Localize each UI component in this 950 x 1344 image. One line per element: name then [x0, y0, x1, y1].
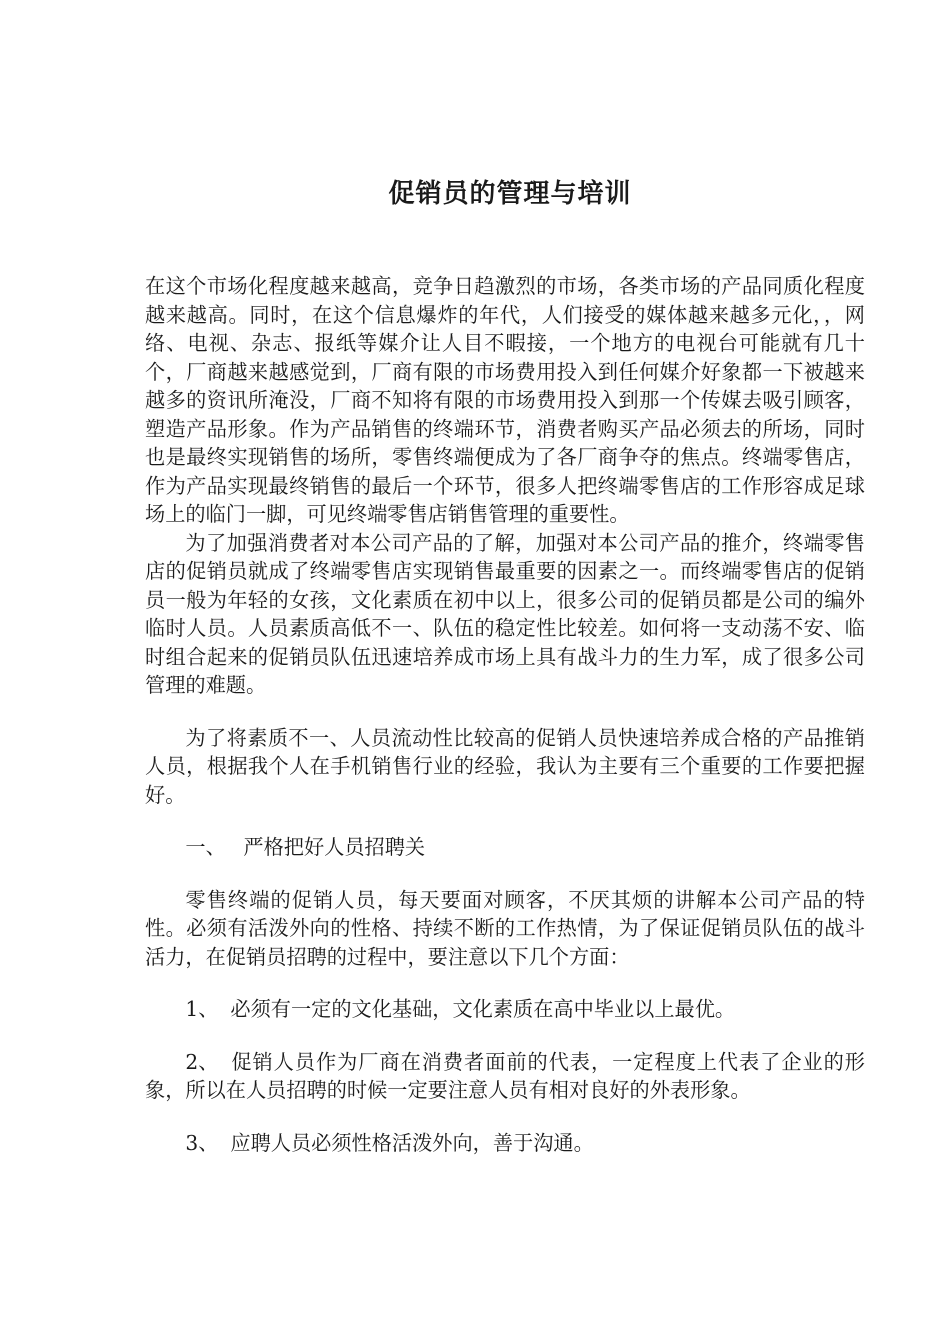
- list-item: [145, 1048, 865, 1105]
- list-item-number: 2、: [185, 1049, 219, 1074]
- list-item: [145, 1129, 865, 1158]
- paragraph-intro: 在这个市场化程度越来越高，竞争日趋激烈的市场，各类市场的产品同质化程度越来越高。同时，在这个信息爆炸的年代，人们接受的媒体越来越多元化，，网络、电视、杂志、报纸等媒介让人目不暇接，一个地方的电视台可能就有几十个，厂商越来越感觉到，厂商有限的市场费用投入到任何媒介好象都一下被越来越多的资讯所淹没，厂商不知将有限的市场费用投入到那一个传媒去吸引顾客，塑造产品形象。作为产品销售的终端环节，消费者购买产品必须去的所场，同时也是最终实现销售的场所，零售终端便成为了各厂商争夺的焦点。终端零售店，作为产品实现最终销售的最后一个环节，很多人把终端零售店的工作形容成足球场上的临门一脚，可见终端零售店销售管理的重要性。: [145, 274, 865, 526]
- list-item-number: 1、: [185, 997, 219, 1021]
- section-number: 一、: [185, 835, 226, 859]
- list-item-text: 促销人员作为厂商在消费者面前的代表，一定程度上代表了企业的形象，所以在人员招聘的时候一定要注意人员有相对良好的外表形象。: [145, 1049, 865, 1102]
- document-title: 促销员的管理与培训: [388, 179, 632, 209]
- section-heading-text: 严格把好人员招聘关: [243, 835, 426, 859]
- list-item-text: 必须有一定的文化基础，文化素质在高中毕业以上最优。: [230, 997, 736, 1021]
- list-item: [145, 995, 865, 1024]
- paragraph-three-tasks: 为了将素质不一、人员流动性比较高的促销人员快速培养成合格的产品推销人员，根据我个人在手机销售行业的经验，我认为主要有三个重要的工作要把握好。: [145, 725, 865, 807]
- document-body: [145, 272, 865, 1157]
- section-heading: [145, 833, 865, 862]
- list-item-text: 应聘人员必须性格活泼外向，善于沟通。: [230, 1130, 594, 1155]
- list-item-number: 3、: [185, 1130, 219, 1155]
- paragraph-recruitment: 零售终端的促销人员，每天要面对顾客，不厌其烦的讲解本公司产品的特性。必须有活泼外向的性格、持续不断的工作热情，为了保证促销员队伍的战斗活力，在促销员招聘的过程中，要注意以下几个方面：: [145, 887, 865, 969]
- paragraph-promoters: 为了加强消费者对本公司产品的了解，加强对本公司产品的推介，终端零售店的促销员就成了终端零售店实现销售最重要的因素之一。而终端零售店的促销员一般为年轻的女孩，文化素质在初中以上，很多公司的促销员都是公司的编外临时人员。人员素质高低不一、队伍的稳定性比较差。如何将一支动荡不安、临时组合起来的促销员队伍迅速培养成市场上具有战斗力的生力军，成了很多公司管理的难题。: [145, 530, 865, 697]
